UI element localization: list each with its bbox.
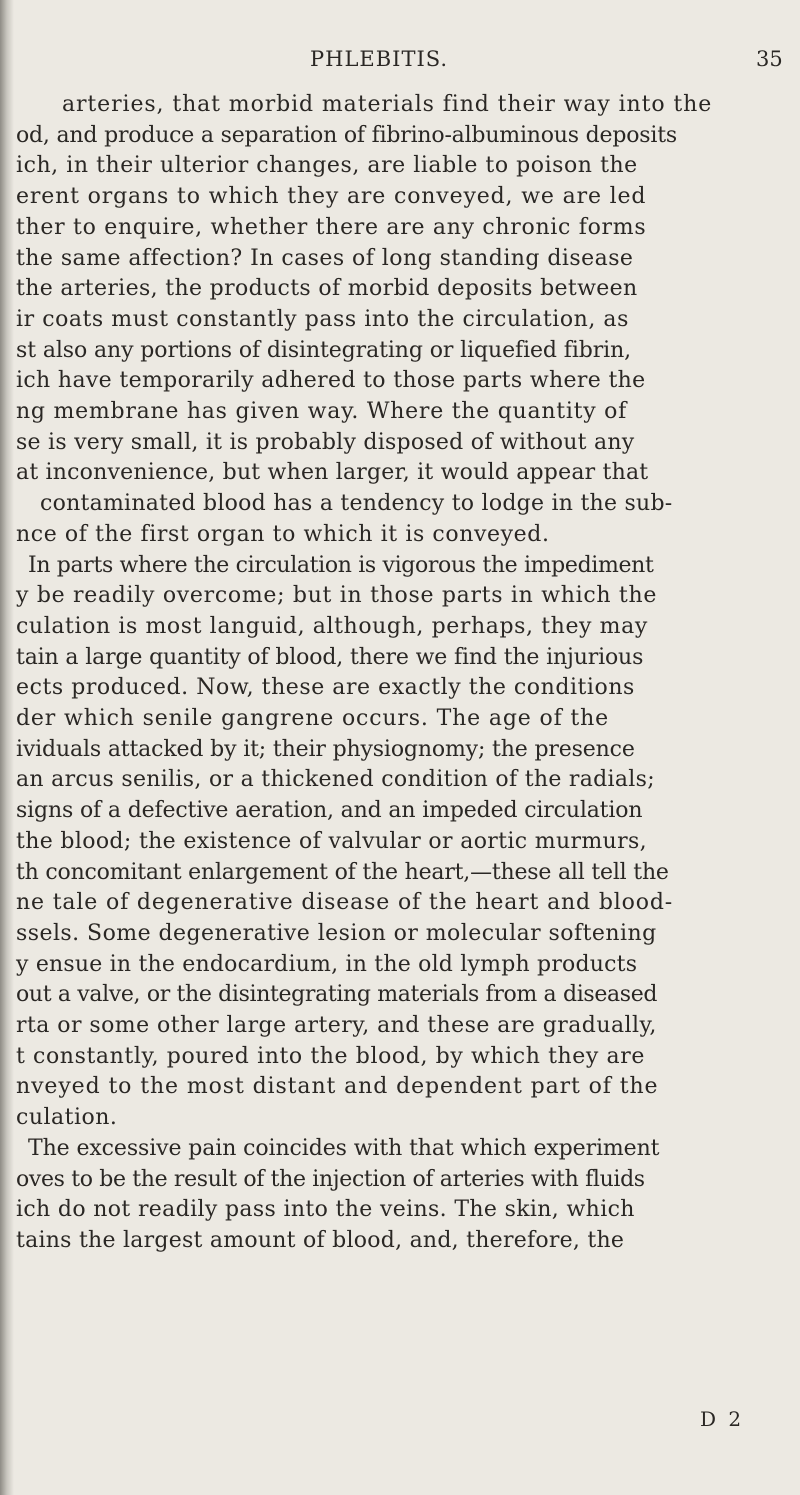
page-number: 35 — [756, 47, 783, 71]
text-line: rta or some other large artery, and these are gradually, — [16, 1013, 657, 1038]
text-line: ne tale of degenerative disease of the heart and blood- — [16, 890, 674, 916]
text-line: signs of a defective aeration, and an impeded circulation — [16, 798, 643, 824]
text-line: culation is most languid, although, perhaps, they may — [16, 613, 648, 639]
text-line: ng membrane has given way. Where the quantity of — [16, 399, 628, 424]
text-line: nveyed to the most distant and dependent part of the — [16, 1074, 659, 1100]
text-line: ssels. Some degenerative lesion or molecular softening — [16, 920, 657, 946]
running-head: PHLEBITIS. — [310, 47, 449, 71]
text-line: ther to enquire, whether there are any chronic forms — [16, 214, 647, 240]
text-line: out a valve, or the disintegrating materials from a diseased — [16, 982, 658, 1008]
text-line: ich, in their ulterior changes, are liable to poison the — [16, 153, 638, 179]
text-line: The excessive pain coincides with that which experiment — [28, 1135, 660, 1161]
text-line: st also any portions of disintegrating or liquefied fibrin, — [16, 337, 632, 363]
text-line: th concomitant enlargement of the heart,—these all tell the — [16, 859, 669, 885]
text-line: arteries, that morbid materials find their way into the — [62, 92, 713, 117]
text-line: ich do not readily pass into the veins. The skin, which — [16, 1197, 635, 1223]
text-line: an arcus senilis, or a thickened condition of the radials; — [16, 767, 655, 793]
text-line: y be readily overcome; but in those parts in which the — [16, 583, 658, 609]
text-line: tain a large quantity of blood, there we find the injurious — [16, 644, 644, 670]
page-header — [0, 47, 800, 77]
text-line: the arteries, the products of morbid deposits between — [16, 276, 638, 302]
signature-mark: D 2 — [700, 1407, 745, 1431]
text-line: culation. — [16, 1105, 118, 1131]
text-line: ividuals attacked by it; their physiognomy; the presence — [16, 736, 635, 762]
text-line: ects produced. Now, these are exactly the conditions — [16, 675, 635, 701]
text-line: od, and produce a separation of fibrino-albuminous deposits — [16, 122, 677, 148]
text-line: der which senile gangrene occurs. The age of the — [16, 706, 609, 731]
text-line: t constantly, poured into the blood, by which they are — [16, 1043, 645, 1069]
text-line: ir coats must constantly pass into the circulation, as — [16, 306, 629, 332]
text-line: erent organs to which they are conveyed, we are led — [16, 184, 647, 210]
text-line: at inconvenience, but when larger, it would appear that — [16, 460, 649, 486]
text-line: y ensue in the endocardium, in the old lymph products — [16, 951, 638, 977]
text-line: oves to be the result of the injection of arteries with fluids — [16, 1166, 645, 1192]
text-line: se is very small, it is probably disposed of without any — [16, 429, 635, 455]
text-line: the blood; the existence of valvular or aortic murmurs, — [16, 828, 647, 854]
text-line: contaminated blood has a tendency to lodge in the sub- — [40, 491, 673, 517]
text-line: nce of the first organ to which it is conveyed. — [16, 521, 550, 547]
text-line: ich have temporarily adhered to those parts where the — [16, 368, 646, 394]
text-line: In parts where the circulation is vigorous the impediment — [28, 552, 654, 578]
text-line: tains the largest amount of blood, and, therefore, the — [16, 1227, 625, 1253]
text-line: the same affection? In cases of long standing disease — [16, 245, 634, 271]
binding-shadow — [0, 0, 14, 1495]
